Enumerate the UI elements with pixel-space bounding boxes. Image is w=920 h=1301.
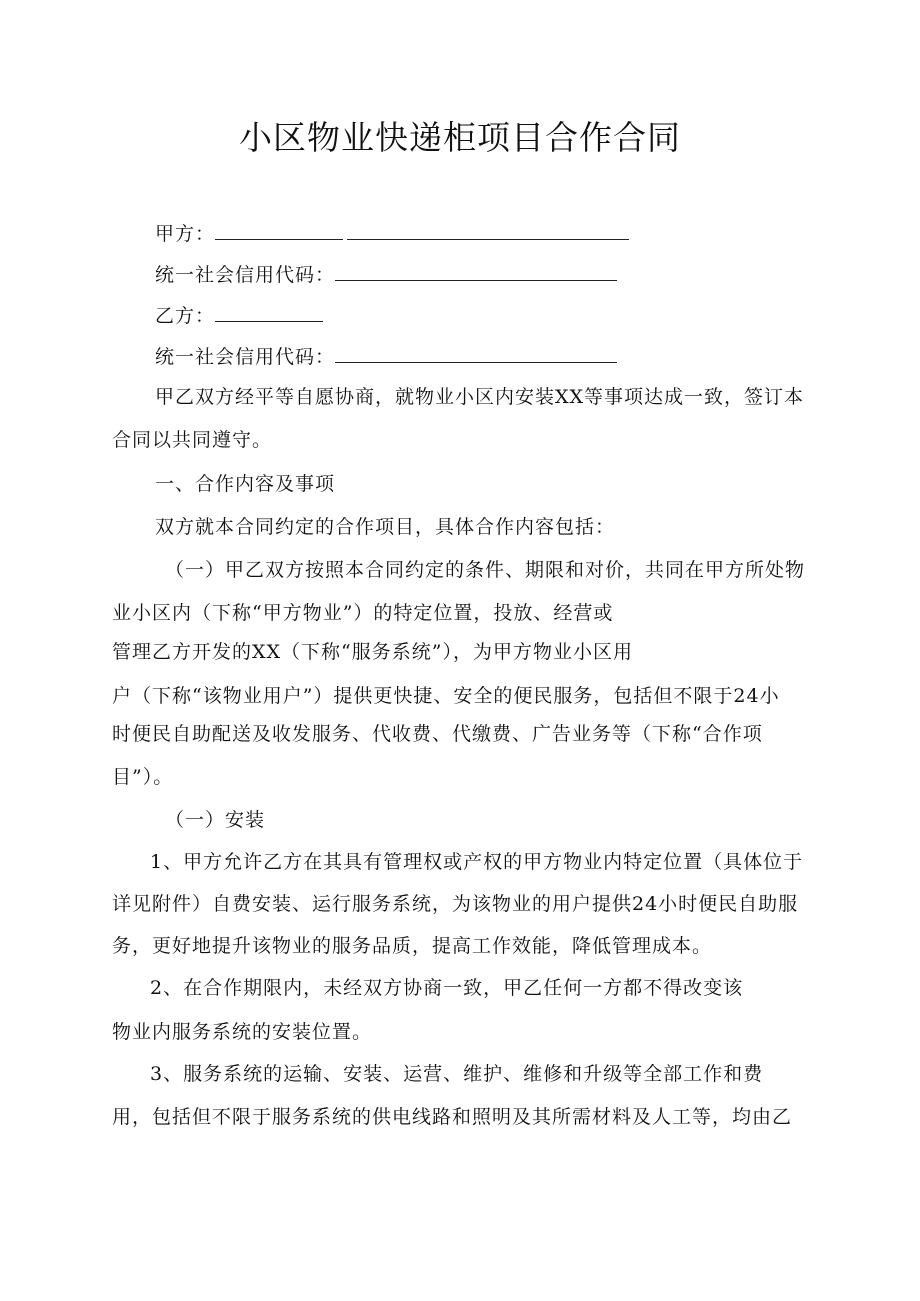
clause-2-line-1: 2、在合作期限内，未经双方协商一致，甲乙任何一方都不得改变该 [150, 977, 744, 999]
credit-code-a-row [155, 262, 617, 287]
party-a-name-blank[interactable] [215, 221, 343, 240]
item-1-line-1: （一）甲乙双方按照本合同约定的条件、期限和对价，共同在甲方所处物 [165, 559, 806, 581]
section-1-heading: 一、合作内容及事项 [155, 473, 336, 495]
credit-code-a-blank[interactable] [335, 262, 617, 281]
credit-code-b-label: 统一社会信用代码： [155, 346, 336, 368]
credit-code-b-row [155, 344, 617, 369]
party-b-row [155, 303, 323, 328]
clause-1-line-1: 1、甲方允许乙方在其具有管理权或产权的甲方物业内特定位置（具体位于 [150, 851, 804, 873]
party-b-label: 乙方： [155, 305, 216, 327]
clause-3-line-2: 用，包括但不限于服务系统的供电线路和照明及其所需材料及人工等，均由乙 [112, 1106, 793, 1128]
item-1-line-2: 业小区内（下称“甲方物业”）的特定位置，投放、经营或 [112, 602, 614, 624]
party-a-row [155, 221, 629, 246]
item-1-line-6: 目”）。 [112, 766, 174, 788]
credit-code-a-label: 统一社会信用代码： [155, 264, 336, 286]
credit-code-b-blank[interactable] [335, 344, 617, 363]
clause-1-line-3: 务，更好地提升该物业的服务品质，提高工作效能，降低管理成本。 [112, 935, 713, 957]
document-title: 小区物业快递柜项目合作合同 [239, 118, 681, 157]
item-1-line-3: 管理乙方开发的XX（下称“服务系统”），为甲方物业小区用 [112, 641, 633, 663]
party-a-name-blank-2[interactable] [347, 221, 629, 240]
party-a-label: 甲方： [155, 223, 216, 245]
install-heading: （一）安装 [165, 809, 266, 831]
party-b-name-blank[interactable] [215, 303, 323, 322]
section-1-intro: 双方就本合同约定的合作项目，具体合作内容包括： [155, 516, 616, 538]
item-1-line-4: 户（下称“该物业用户”）提供更快捷、安全的便民服务，包括但不限于24小 [112, 685, 780, 707]
intro-line-1: 甲乙双方经平等自愿协商，就物业小区内安装XX等事项达成一致，签订本 [155, 386, 805, 408]
clause-3-line-1: 3、服务系统的运输、安装、运营、维护、维修和升级等全部工作和费 [150, 1063, 764, 1085]
clause-1-line-2: 详见附件）自费安装、运行服务系统，为该物业的用户提供24小时便民自助服 [112, 893, 799, 915]
item-1-line-5: 时便民自助配送及收发服务、代收费、代缴费、广告业务等（下称“合作项 [112, 723, 763, 745]
clause-2-line-2: 物业内服务系统的安装位置。 [112, 1021, 373, 1043]
intro-line-2: 合同以共同遵守。 [112, 429, 273, 451]
